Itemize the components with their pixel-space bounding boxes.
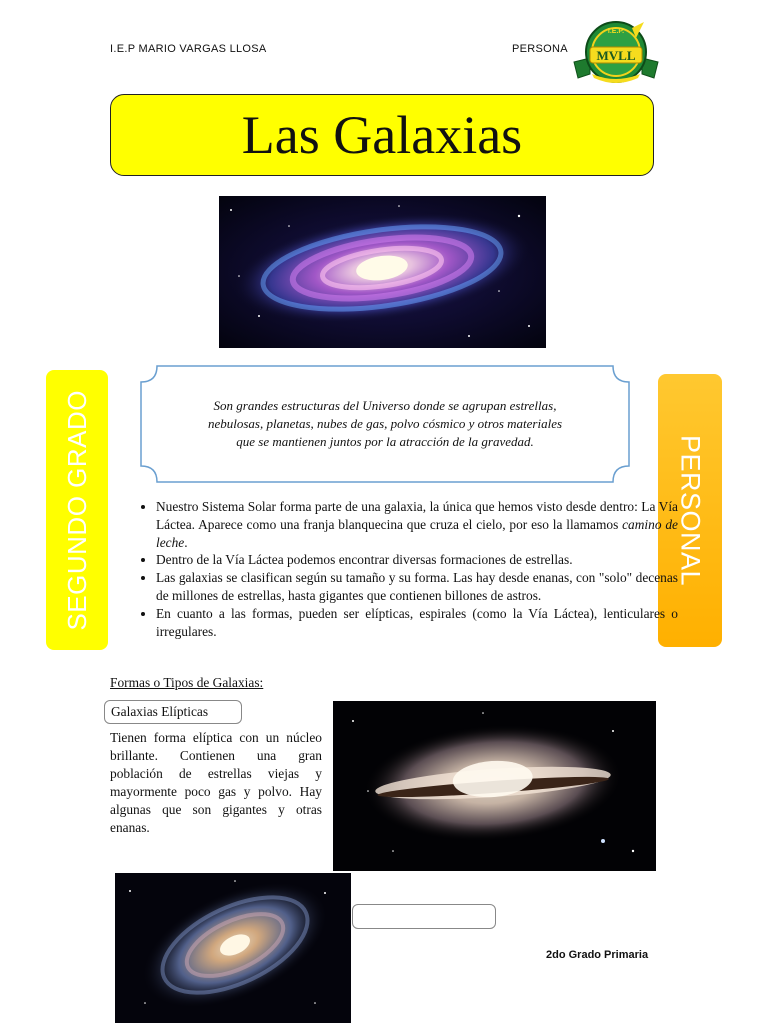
- area-side-label: PERSONAL: [675, 434, 706, 587]
- fact-item: • Dentro de la Vía Láctea podemos encontrar diversas formaciones de estrellas.: [156, 551, 678, 569]
- logo-initials: MVLL: [596, 48, 636, 63]
- definition-line: Son grandes estructuras del Universo donde se agrupan estrellas,: [213, 398, 557, 413]
- page-title: Las Galaxias: [241, 105, 523, 165]
- fact-end: .: [184, 534, 188, 550]
- area-name: PERSONA: [512, 43, 568, 55]
- school-name: I.E.P MARIO VARGAS LLOSA: [110, 43, 267, 55]
- definition-line: que se mantienen juntos por la atracción de la gravedad.: [236, 434, 534, 449]
- sombrero-galaxy-image: [333, 701, 656, 871]
- elliptical-label: Galaxias Elípticas: [111, 704, 209, 719]
- school-crest-logo: [572, 18, 660, 84]
- definition-line: nebulosas, planetas, nubes de gas, polvo cósmico y otros materiales: [207, 416, 563, 431]
- elliptical-description: Tienen forma elíptica con un núcleo brillante. Contienen una gran población de estrellas viejas y mayormente poco gas y polvo. Hay algunas que son gigantes y otras enanas.: [110, 730, 322, 835]
- facts-list: [128, 498, 678, 640]
- second-type-label-box: [352, 904, 496, 929]
- spiral-galaxy-image: [115, 873, 351, 1023]
- footer-grade: 2do Grado Primaria: [546, 949, 649, 961]
- fact-italic: camino de leche: [156, 516, 678, 550]
- fact-item: • En cuanto a las formas, pueden ser elípticas, espirales (como la Vía Láctea), lenticulares o irregulares.: [156, 605, 678, 641]
- elliptical-label-box: [104, 700, 242, 724]
- grade-side-banner: [46, 370, 108, 650]
- types-heading: Formas o Tipos de Galaxias:: [110, 675, 264, 690]
- logo-top-text: I.E.P.: [607, 28, 625, 35]
- fact-text: Nuestro Sistema Solar forma parte de una galaxia, la única que hemos visto desde dentro: La Vía Láctea. Aparece como una franja blanquecina que cruza el cielo, por eso la llamamos: [156, 499, 678, 532]
- title-banner: [110, 94, 654, 176]
- definition-text: [160, 397, 610, 451]
- fact-item: • Las galaxias se clasifican según su tamaño y su forma. Las hay desde enanas, con "solo" decenas de millones de estrellas, hasta gigantes que contienen billones de astros.: [156, 569, 678, 605]
- grade-side-label: SEGUNDO GRADO: [61, 389, 92, 631]
- fact-item: [156, 498, 678, 551]
- milky-way-image: [219, 196, 546, 348]
